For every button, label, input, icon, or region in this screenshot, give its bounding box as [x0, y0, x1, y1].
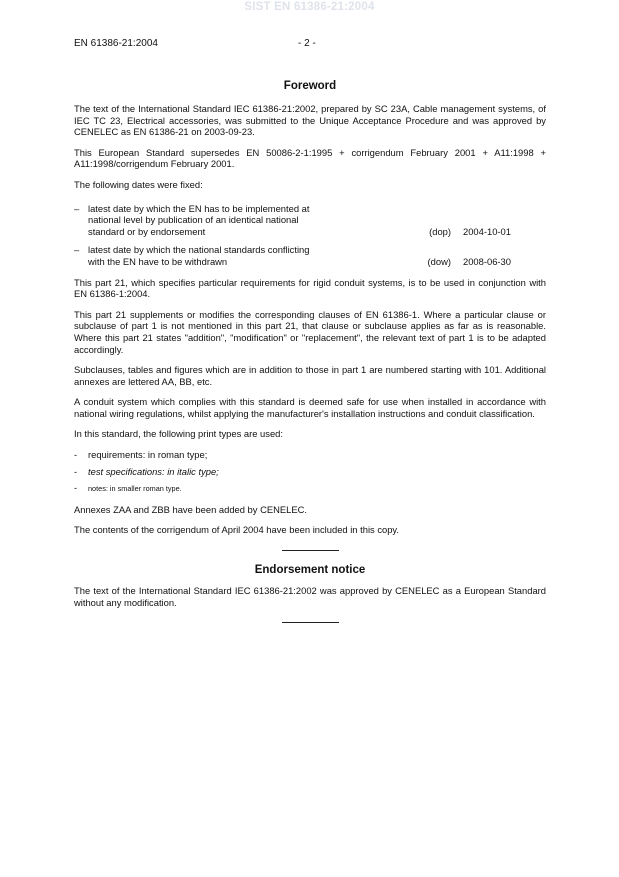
section-divider [282, 622, 339, 623]
foreword-paragraph: This part 21, which specifies particular requirements for rigid conduit systems, is to be used in conjunction with EN 61386-1:2004. [74, 276, 546, 300]
foreword-paragraph: This part 21 supplements or modifies the corresponding clauses of EN 61386-1. Where a particular clause or subclause of part 1 is not mentioned in this part 21, that clause or subclause applies as far as is reasonable. Where this part 21 states "addition", "modification" or "replacement", the relevant text of part 1 is to be adapted accordingly. [74, 308, 546, 355]
foreword-paragraph: The following dates were fixed: [74, 178, 203, 190]
date-value: 2008-06-30 [463, 255, 511, 267]
list-bullet: - [74, 482, 78, 494]
print-type-text: notes: in smaller roman type. [88, 484, 182, 494]
list-dash: – [74, 244, 80, 256]
date-description: latest date by which the EN has to be implemented at national level by publication of an identical national standard or by endorsement [88, 202, 310, 237]
date-abbreviation: (dop) [429, 225, 451, 237]
endorsement-paragraph: The text of the International Standard IEC 61386-21:2002 was approved by CENELEC as a European Standard without any modification. [74, 585, 546, 608]
print-type-item [74, 449, 546, 461]
foreword-paragraph: A conduit system which complies with this standard is deemed safe for use when installed in accordance with national wiring regulations, whilst applying the manufacturer's installation instructions and conduit classification. [74, 396, 546, 419]
page-number: - 2 - [298, 38, 316, 49]
date-description: latest date by which the national standards conflicting with the EN have to be withdrawn [88, 244, 310, 267]
date-abbreviation: (dow) [427, 255, 451, 267]
date-item-dow [74, 244, 546, 267]
watermark: SIST EN 61386-21:2004 [244, 1, 375, 13]
print-type-item [74, 482, 546, 495]
date-item-dop [74, 203, 546, 238]
foreword-paragraph: This European Standard supersedes EN 50086-2-1:1995 + corrigendum February 2001 + A11:1998 + A11:1998/corrigendum February 2001. [74, 146, 546, 170]
endorsement-title: Endorsement notice [254, 564, 366, 577]
print-type-text: test specifications: in italic type; [88, 465, 219, 477]
page-body [74, 79, 546, 623]
list-bullet: - [74, 465, 78, 477]
dates-list [74, 203, 546, 268]
list-dash: – [74, 202, 80, 214]
foreword-paragraph: In this standard, the following print types are used: [74, 428, 283, 440]
foreword-paragraph: Subclauses, tables and figures which are in addition to those in part 1 are numbered starting with 101. Additional annexes are lettered AA, BB, etc. [74, 364, 546, 387]
print-type-item [74, 466, 546, 478]
section-divider [282, 550, 339, 551]
foreword-title: Foreword [283, 80, 337, 92]
list-bullet: - [74, 449, 78, 461]
foreword-paragraph: Annexes ZAA and ZBB have been added by CENELEC. [74, 503, 307, 515]
print-type-text: requirements: in roman type; [88, 449, 208, 461]
print-types-list [74, 449, 546, 495]
foreword-paragraph: The contents of the corrigendum of April 2004 have been included in this copy. [74, 524, 400, 536]
date-value: 2004-10-01 [463, 225, 511, 237]
foreword-paragraph: The text of the International Standard IEC 61386-21:2002, prepared by SC 23A, Cable management systems, of IEC TC 23, Electrical accessories, was submitted to the Unique Acceptance Procedure and was approved by CENELEC as EN 61386-21 on 2003-09-23. [74, 103, 546, 138]
document-id: EN 61386-21:2004 [74, 38, 158, 49]
